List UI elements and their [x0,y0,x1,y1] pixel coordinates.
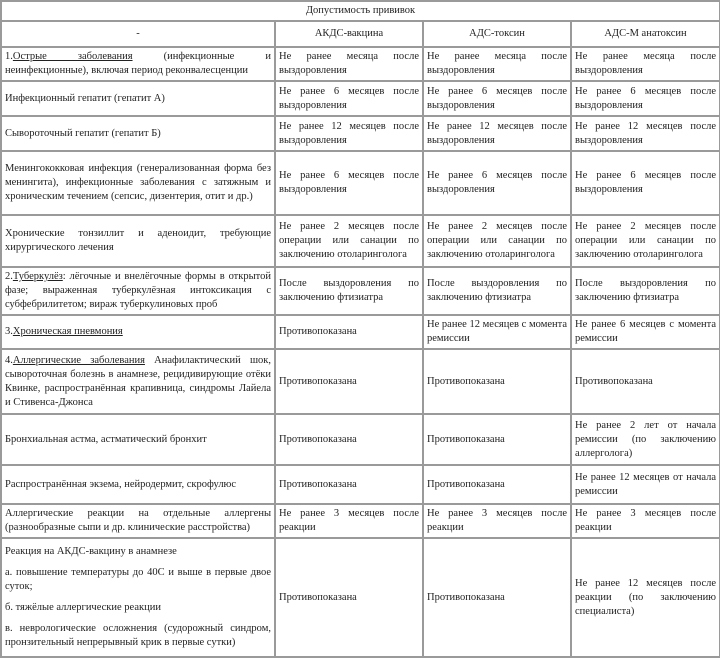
admissibility-cell-ads-m: После выздоровления по заключению фтизиатра [571,267,720,315]
column-header-akds: АКДС-вакцина [275,21,423,47]
admissibility-cell-ads-m: Не ранее 6 месяцев после выздоровления [571,81,720,116]
table-title-row [1,1,720,21]
condition-paragraph: а. повышение температуры до 40С и выше в первые двое суток; [5,567,271,592]
condition-cell [1,465,275,504]
admissibility-cell-ads-m: Не ранее 12 месяцев после реакции (по заключению специалиста) [571,538,720,657]
condition-number: 2. [5,271,13,282]
condition-category: Хроническая пневмония [12,326,123,337]
table-row [1,349,720,414]
condition-number: 3. [5,326,13,337]
table-row [1,315,720,349]
table-row [1,504,720,538]
condition-cell [1,116,275,151]
admissibility-cell-ads-m: Не ранее 12 месяцев от начала ремиссии [571,465,720,504]
column-header-ads: АДС-токсин [423,21,571,47]
admissibility-cell-ads: Противопоказана [423,414,571,465]
condition-paragraph: б. тяжёлые аллергические реакции [5,602,161,613]
admissibility-cell-ads: Не ранее месяца после выздоровления [423,47,571,81]
condition-text: Сывороточный гепатит (гепатит Б) [5,127,161,139]
column-header-condition: - [1,21,275,47]
admissibility-cell-ads-m: Не ранее месяца после выздоровления [571,47,720,81]
condition-cell [1,81,275,116]
admissibility-cell-ads: Противопоказана [423,349,571,414]
condition-category: Острые заболевания [12,51,133,62]
condition-text: Распространённая экзема, нейродермит, скрофулюс [5,478,237,490]
admissibility-cell-akds: Не ранее 6 месяцев после выздоровления [275,81,423,116]
condition-text: Инфекционный гепатит (гепатит А) [5,92,165,104]
condition-text: Бронхиальная астма, астматический бронхит [5,433,207,445]
admissibility-cell-ads-m: Не ранее 2 лет от начала ремиссии (по заключению аллерголога) [571,414,720,465]
condition-cell [1,267,275,315]
condition-cell [1,215,275,267]
condition-paragraph: Реакция на АКДС-вакцину в анамнезе [5,546,177,557]
admissibility-cell-ads: Противопоказана [423,465,571,504]
table-row [1,465,720,504]
admissibility-cell-ads: Не ранее 6 месяцев после выздоровления [423,81,571,116]
admissibility-cell-ads: Не ранее 12 месяцев после выздоровления [423,116,571,151]
admissibility-cell-akds: Противопоказана [275,414,423,465]
admissibility-cell-ads-m: Не ранее 12 месяцев после выздоровления [571,116,720,151]
admissibility-cell-akds: Не ранее 12 месяцев после выздоровления [275,116,423,151]
condition-number: 4. [5,354,13,366]
admissibility-cell-akds: Противопоказана [275,538,423,657]
condition-text: Аллергические реакции на отдельные аллергены (разнообразные сыпи и др. клинические расстройства) [5,508,271,533]
table-header-row [1,21,720,47]
condition-cell [1,315,275,349]
admissibility-cell-ads: Не ранее 12 месяцев с момента ремиссии [423,315,571,349]
admissibility-cell-ads: После выздоровления по заключению фтизиатра [423,267,571,315]
admissibility-cell-ads-m: Не ранее 3 месяцев после реакции [571,504,720,538]
admissibility-cell-ads: Не ранее 3 месяцев после реакции [423,504,571,538]
condition-cell [1,414,275,465]
condition-cell [1,151,275,215]
admissibility-cell-akds: Противопоказана [275,349,423,414]
condition-category: Туберкулёз [12,271,63,282]
condition-cell [1,349,275,414]
table-row [1,47,720,81]
condition-text: : лёгочные и внелёгочные формы в открытой фазе; выраженная туберкулёзная интоксикация с субфебрилитетом; вираж туберкулиновых проб [5,271,271,310]
condition-paragraph: в. неврологические осложнения (судорожный синдром, пронзительный непрерывный крик в первые сутки) [5,623,271,648]
table-title: Допустимость прививок [1,1,720,21]
condition-category: Аллергические заболевания [12,354,145,366]
admissibility-cell-akds: Не ранее 2 месяцев после операции или санации по заключению отоларинголога [275,215,423,267]
admissibility-cell-akds: Не ранее 6 месяцев после выздоровления [275,151,423,215]
condition-cell [1,504,275,538]
condition-text: Менингококковая инфекция (генерализованная форма без менингита), инфекционные заболевания с затяжным и хроническим течением (сепсис, дизентерия, отит и др.) [5,163,271,202]
condition-number: 1. [5,51,13,62]
admissibility-cell-ads: Противопоказана [423,538,571,657]
condition-text: Анафилактический шок, сывороточная болезнь в анамнезе, рецидивирующие отёки Квинке, распространённая крапивница, синдромы Лайела и Стивенса-Джонса [5,354,272,408]
admissibility-cell-akds: Противопоказана [275,465,423,504]
admissibility-cell-ads-m: Не ранее 6 месяцев после выздоровления [571,151,720,215]
table-row [1,116,720,151]
table-row [1,81,720,116]
condition-cell [1,538,275,657]
admissibility-cell-akds: Не ранее 3 месяцев после реакции [275,504,423,538]
table-row [1,215,720,267]
condition-text: Хронические тонзиллит и аденоидит, требующие хирургического лечения [5,228,271,253]
condition-text: (инфекционные и неинфекционные), включая период реконвалесценции [5,51,271,76]
admissibility-cell-akds: Не ранее месяца после выздоровления [275,47,423,81]
admissibility-cell-akds: После выздоровления по заключению фтизиатра [275,267,423,315]
admissibility-cell-akds: Противопоказана [275,315,423,349]
condition-cell [1,47,275,81]
admissibility-cell-ads: Не ранее 6 месяцев после выздоровления [423,151,571,215]
table-row [1,151,720,215]
admissibility-cell-ads-m: Противопоказана [571,349,720,414]
table-row [1,414,720,465]
admissibility-cell-ads-m: Не ранее 6 месяцев с момента ремиссии [571,315,720,349]
admissibility-cell-ads-m: Не ранее 2 месяцев после операции или санации по заключению отоларинголога [571,215,720,267]
column-header-ads-m: АДС-М анатоксин [571,21,720,47]
admissibility-cell-ads: Не ранее 2 месяцев после операции или санации по заключению отоларинголога [423,215,571,267]
table-row [1,538,720,657]
table-row [1,267,720,315]
